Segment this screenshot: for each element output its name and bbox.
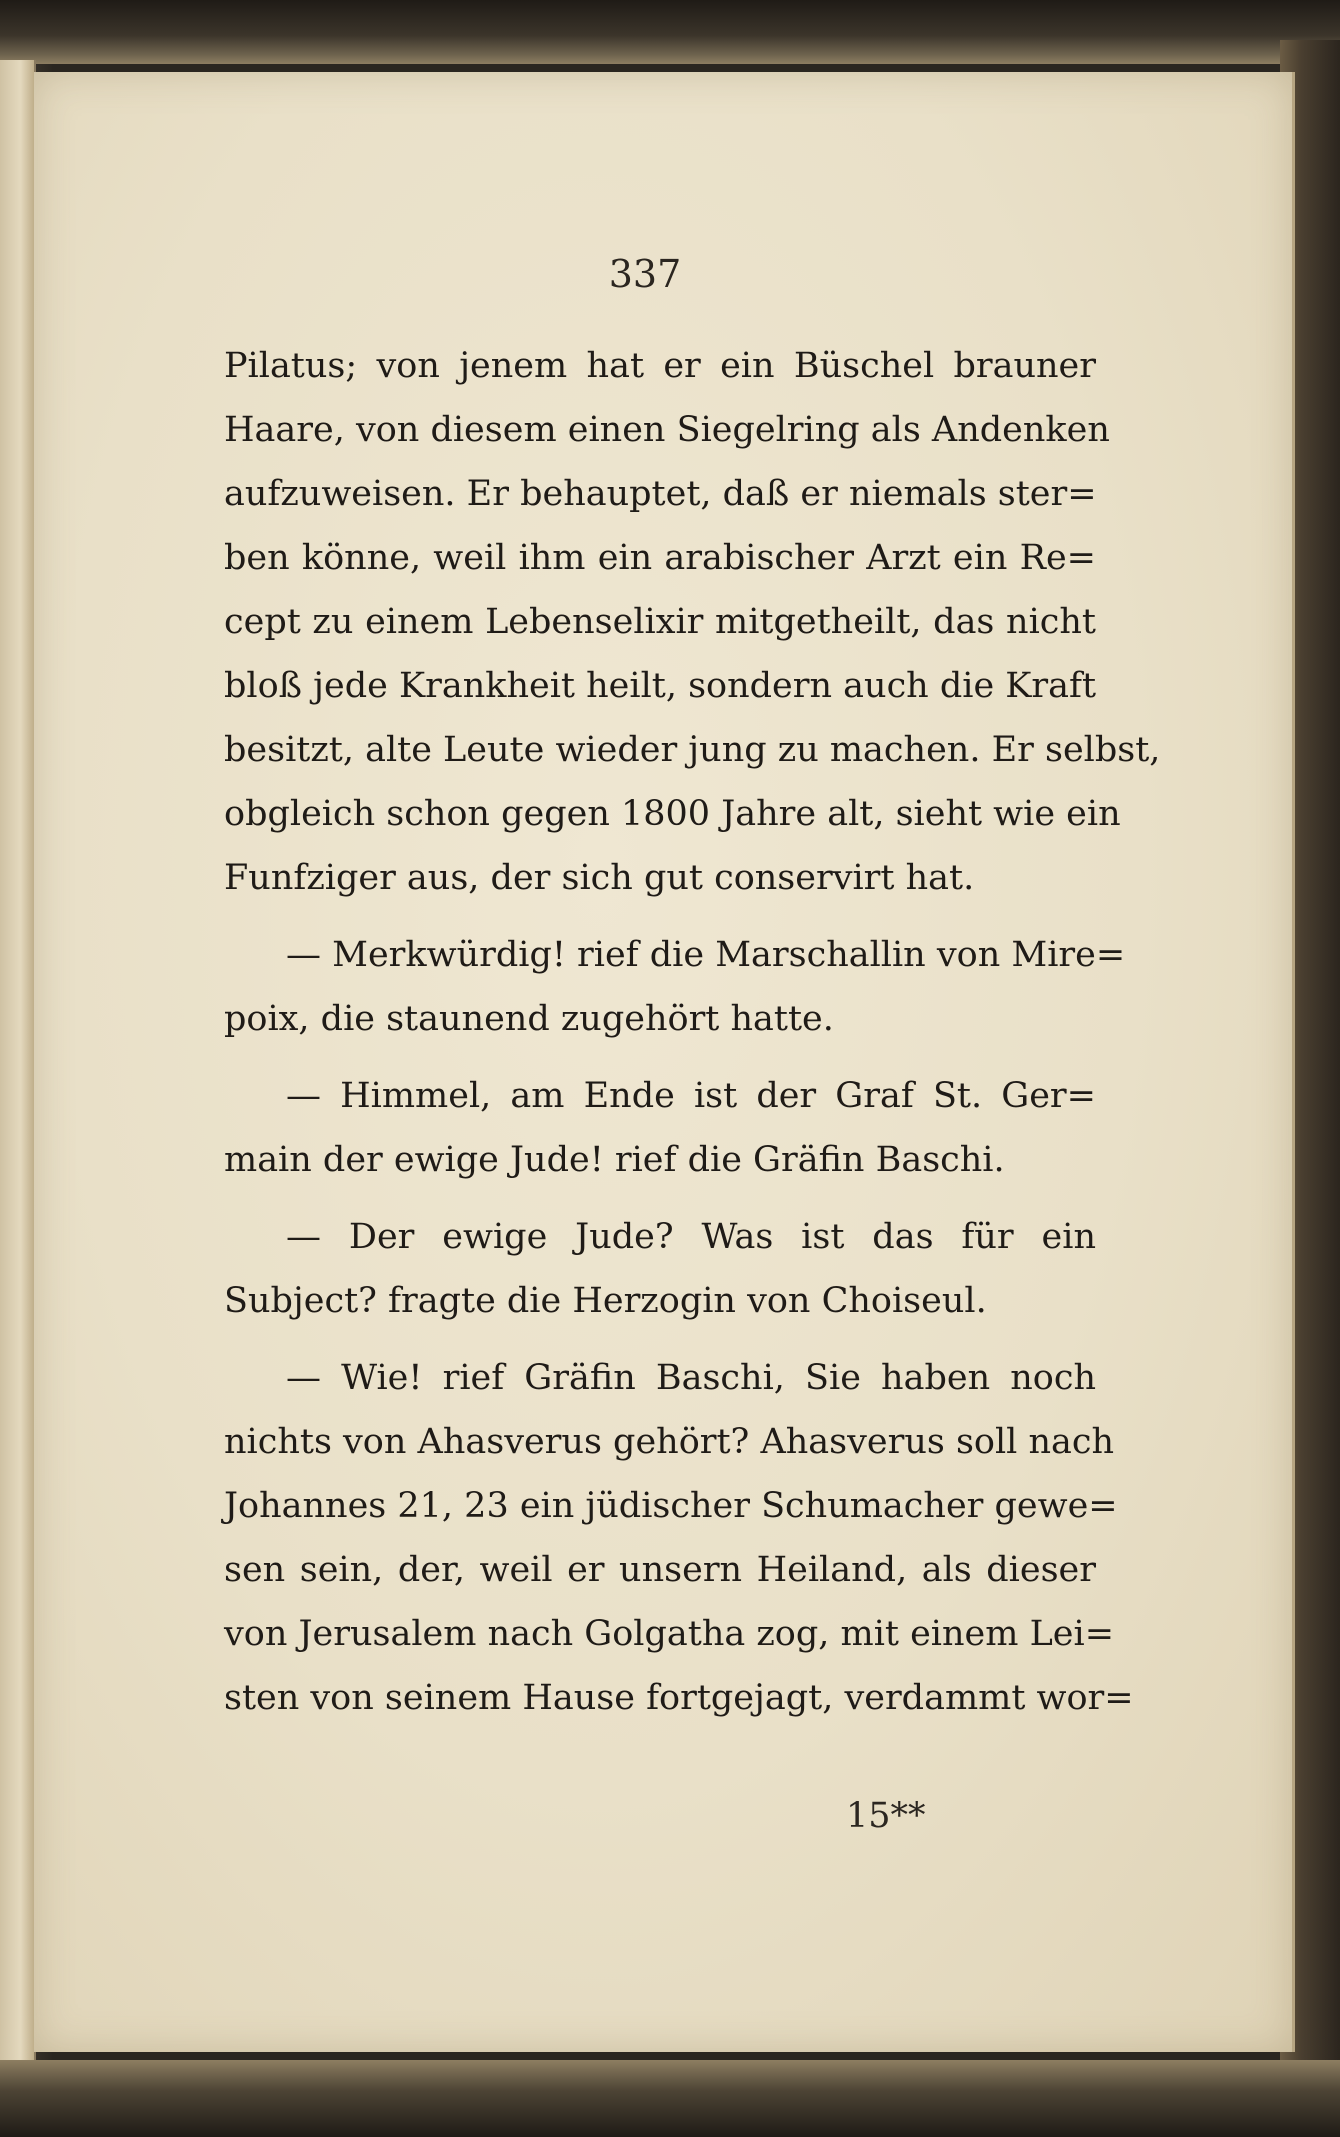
text-line: — Wie! rief Gräfin Baschi, Sie haben noch: [286, 1358, 1096, 1398]
text-line: aufzuweisen. Er behauptet, daß er niemals ster=: [224, 474, 1097, 514]
binding-top-edge: [0, 0, 1340, 64]
text-line: bloß jede Krankheit heilt, sondern auch die Kraft: [224, 666, 1097, 706]
text-line: — Der ewige Jude? Was ist das für ein: [286, 1217, 1096, 1257]
text-line: Johannes 21, 23 ein jüdischer Schumacher gewe=: [224, 1486, 1118, 1526]
previous-page-edge: [0, 60, 36, 2080]
text-line: main der ewige Jude! rief die Gräfin Baschi.: [224, 1140, 1005, 1180]
text-line: poix, die staunend zugehört hatte.: [224, 999, 834, 1039]
text-line: — Merkwürdig! rief die Marschallin von Mire=: [286, 935, 1126, 975]
text-line: — Himmel, am Ende ist der Graf St. Ger=: [286, 1076, 1096, 1116]
text-line: Haare, von diesem einen Siegelring als Andenken: [224, 410, 1110, 450]
text-line: cept zu einem Lebenselixir mitgetheilt, das nicht: [224, 602, 1096, 642]
text-line: Subject? fragte die Herzogin von Choiseul.: [224, 1281, 987, 1321]
text-line: sen sein, der, weil er unsern Heiland, als dieser: [224, 1550, 1096, 1590]
text-line: Pilatus; von jenem hat er ein Büschel brauner: [224, 346, 1096, 386]
text-line: obgleich schon gegen 1800 Jahre alt, sieht wie ein: [224, 794, 1121, 834]
body-text: [224, 334, 1161, 1730]
text-line: Funfziger aus, der sich gut conservirt hat.: [224, 858, 975, 898]
page-number: 337: [608, 252, 682, 296]
text-line: ben könne, weil ihm ein arabischer Arzt ein Re=: [224, 538, 1096, 578]
book-page: [34, 72, 1295, 2052]
printer-signature-mark: 15**: [846, 1796, 926, 1836]
text-line: besitzt, alte Leute wieder jung zu machen. Er selbst,: [224, 730, 1161, 770]
binding-bottom-edge: [0, 2060, 1340, 2137]
text-line: von Jerusalem nach Golgatha zog, mit einem Lei=: [224, 1614, 1115, 1654]
text-line: sten von seinem Hause fortgejagt, verdammt wor=: [224, 1678, 1134, 1718]
text-line: nichts von Ahasverus gehört? Ahasverus soll nach: [224, 1422, 1115, 1462]
